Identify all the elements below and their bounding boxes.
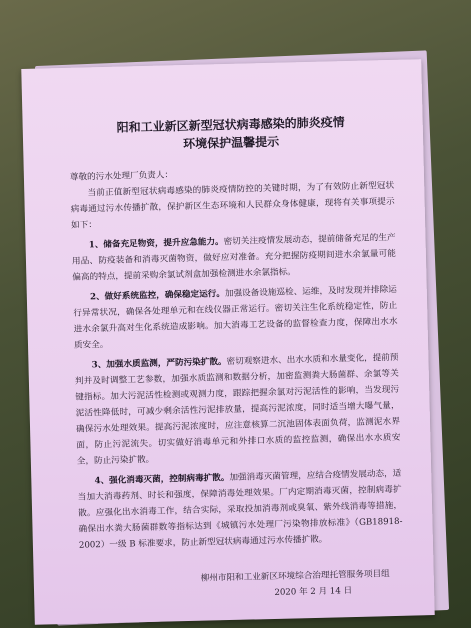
section-3-body: 密切观察进水、出水水质和水量变化，提前预判并及时调整工艺参数，加强水质监测和数据分析，加密监测粪大肠菌群、余氯等关键指标。加大污泥活性检测或观测力度，跟踪把握余氯对污泥活性的影响，当发现污泥活性降低时，可减少剩余活性污泥排放量，提高污泥浓度，同时适当增大曝气量，确保污水处理效果。提高污泥浓度时，应注意核算二沉池固体表面负荷，监测泥水界面，防止污泥流失。切实做好消毒单元和外排口水质的监控监测，确保出水水质安全，防止污染扩散。 bbox=[74, 352, 401, 467]
section-1-heading: 1、储备充足物资，提升应急能力。 bbox=[88, 237, 224, 251]
section-2 bbox=[73, 282, 398, 354]
notice-title bbox=[69, 112, 394, 156]
signature-org: 柳州市阳和工业新区环境综合治理托管服务项目组 bbox=[200, 569, 390, 584]
intro-paragraph: 当前正值新型冠状病毒感染的肺炎疫情防控的关键时期，为了有效防止新型冠状病毒通过污水传播扩散，保护新区生态环境和人民群众身体健康，现将有关事项提示如下： bbox=[70, 180, 395, 231]
section-2-body: 加强设备设施巡检、运维，及时发现并排除运行异常状况，确保各处理单元和在线仪器正常运行。密切关注生化系统稳定性，防止进水余氯升高对生化系统造成影响。加大消毒工艺设备的监督检查力度，保障出水水质安全。 bbox=[73, 284, 398, 351]
section-4-body: 加强消毒灭菌管理，应结合疫情发展动态，适当加大消毒药剂、时长和强度，保障消毒处理效果。厂内定期消毒灭菌，控制病毒扩散。应强化出水消毒工作，结合实际，采取投加消毒剂或臭氧、紫外线消毒等措施，确保出水粪大肠菌群数等指标达到《城镇污水处理厂污染物排放标准》（GB18918-2002）一级 B 标准要求，防止新型冠状病毒通过污水传播扩散。 bbox=[77, 468, 403, 551]
title-line-2: 环境保护温馨提示 bbox=[182, 134, 280, 152]
notice-sheet bbox=[21, 59, 434, 625]
section-1-body: 密切关注疫情发展动态，提前储备充足的生产用品、防疫装备和消毒灭菌物资，做好应对准备。充分把握防疫期间进水余氯量可能偏高的特点，提前采购余氯试剂盒加强检测进水余氯指标。 bbox=[71, 232, 397, 283]
section-2-heading: 2、做好系统监控，确保稳定运行。 bbox=[89, 289, 226, 303]
salutation: 尊敬的污水处理厂负责人： bbox=[69, 170, 174, 183]
signature-date: 2020 年 2 月 14 日 bbox=[274, 586, 353, 598]
title-line-1: 阳和工业新区新型冠状病毒感染的肺炎疫情 bbox=[116, 115, 345, 135]
section-4-heading: 4、强化消毒灭菌，控制病毒扩散。 bbox=[94, 473, 230, 487]
section-1 bbox=[71, 230, 396, 286]
section-3-heading: 3、加强水质监测，严防污染扩散。 bbox=[91, 357, 227, 371]
section-4 bbox=[77, 466, 403, 554]
signature-block bbox=[80, 566, 405, 606]
notice-content bbox=[69, 112, 405, 606]
section-3 bbox=[74, 350, 401, 470]
